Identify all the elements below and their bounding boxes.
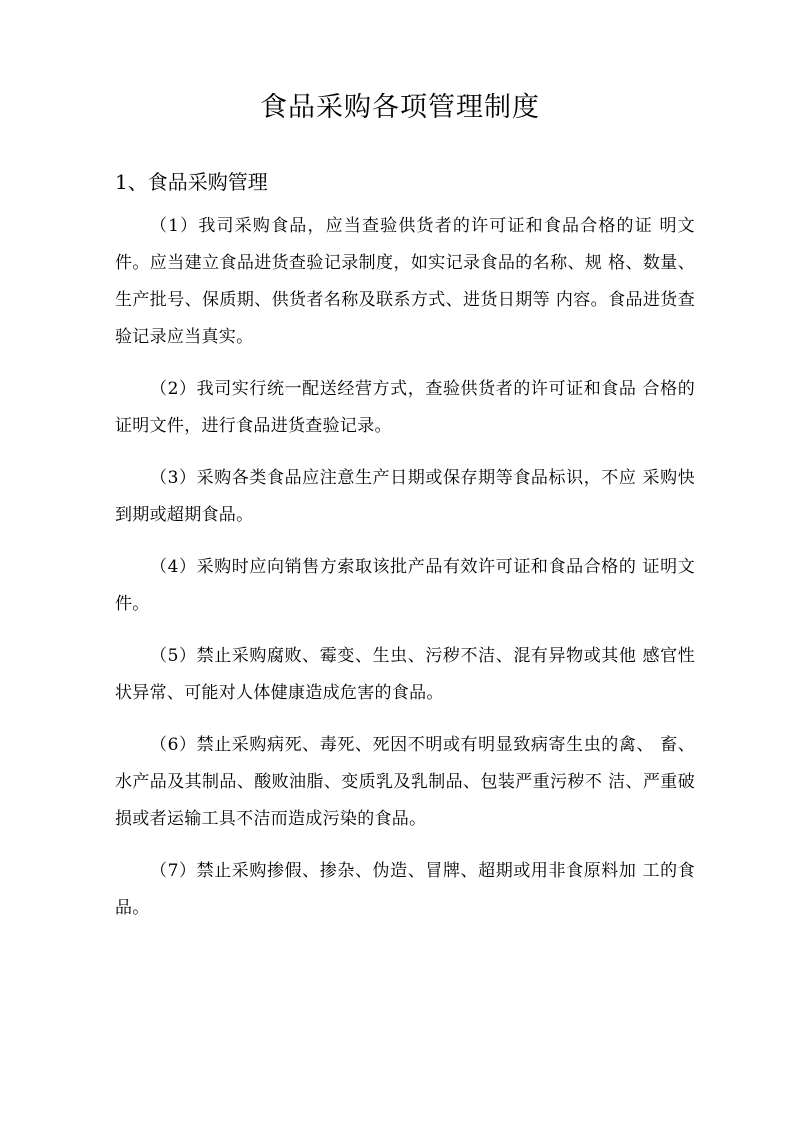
paragraph-4: （4）采购时应向销售方索取该批产品有效许可证和食品合格的 证明文件。 [115, 557, 695, 614]
paragraph-3: （3）采购各类食品应注意生产日期或保存期等食品标识，不应 采购快到期或超期食品。 [115, 468, 695, 525]
section-heading: 1、食品采购管理 [115, 170, 268, 194]
paragraph-7: （7）禁止采购掺假、掺杂、伪造、冒牌、超期或用非食原料加 工的食品。 [115, 861, 695, 918]
paragraph-1: （1）我司采购食品，应当查验供货者的许可证和食品合格的证 明文件。应当建立食品进货查验记录制度，如实记录食品的名称、规 格、数量、生产批号、保质期、供货者名称及联系方式、进货日期等 内容。食品进货查验记录应当真实。 [115, 216, 695, 347]
paragraph-5: （5）禁止采购腐败、霉变、生虫、污秽不洁、混有异物或其他 感官性状异常、可能对人体健康造成危害的食品。 [115, 646, 695, 703]
document-title: 食品采购各项管理制度 [260, 92, 540, 123]
paragraph-2: （2）我司实行统一配送经营方式，查验供货者的许可证和食品 合格的证明文件，进行食品进货查验记录。 [115, 379, 695, 436]
paragraph-6: （6）禁止采购病死、毒死、死因不明或有明显致病寄生虫的禽、 畜、水产品及其制品、酸败油脂、变质乳及乳制品、包装严重污秽不 洁、严重破损或者运输工具不洁而造成污染的食品。 [115, 735, 695, 829]
document-body [115, 208, 695, 942]
